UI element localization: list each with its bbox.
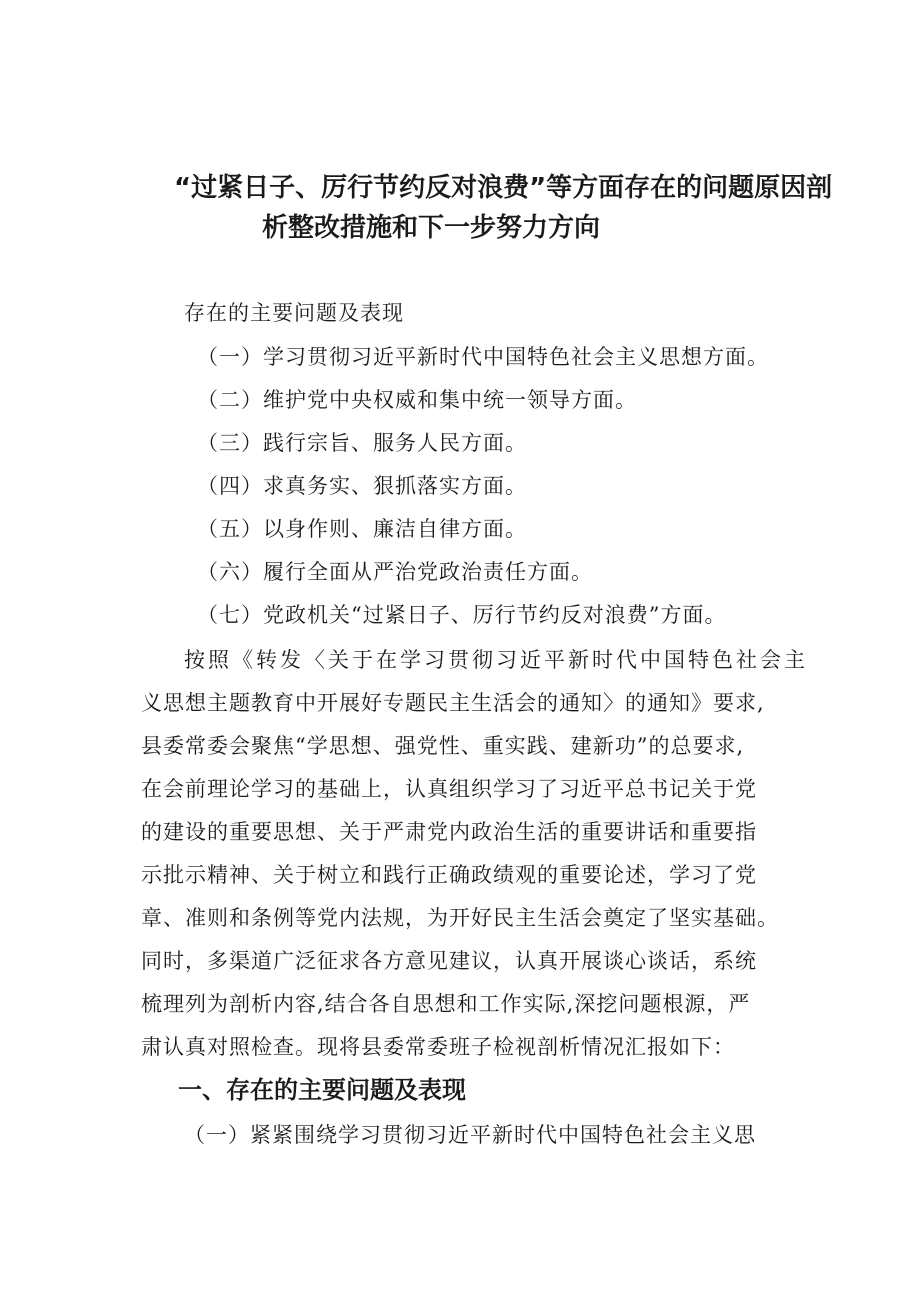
body-paragraph-line: 按照《转发〈关于在学习贯彻习近平新时代中国特色社会主: [184, 648, 808, 672]
toc-item: （三）践行宗旨、服务人民方面。: [197, 431, 527, 455]
document-title-line-1: “过紧日子、厉行节约反对浪费”等方面存在的问题原因剖: [174, 173, 833, 203]
section-heading-1: 一、存在的主要问题及表现: [178, 1076, 466, 1104]
body-paragraph-line: 在会前理论学习的基础上，认真组织学习了习近平总书记关于党: [141, 777, 757, 801]
toc-item: （七）党政机关“过紧日子、厉行节约反对浪费”方面。: [197, 603, 727, 627]
body-paragraph-line: 章、准则和条例等党内法规，为开好民主生活会奠定了坚实基础。: [141, 906, 779, 930]
toc-item: （二）维护党中央权威和集中统一领导方面。: [197, 388, 637, 412]
body-paragraph-line: 梳理列为剖析内容,结合各自思想和工作实际,深挖问题根源，严: [141, 992, 751, 1016]
toc-item: （五）以身作则、廉洁自律方面。: [197, 517, 527, 541]
body-paragraph-line: 县委常委会聚焦“学思想、强党性、重实践、建新功”的总要求,: [141, 734, 745, 758]
body-paragraph-line: 示批示精神、关于树立和践行正确政绩观的重要论述，学习了党: [141, 863, 757, 887]
document-title-line-2: 析整改措施和下一步努力方向: [262, 213, 601, 243]
toc-item: （六）履行全面从严治党政治责任方面。: [197, 560, 593, 584]
body-paragraph-line: 的建设的重要思想、关于严肃党内政治生活的重要讲话和重要指: [141, 820, 757, 844]
section-1-first-line: （一）紧紧围绕学习贯彻习近平新时代中国特色社会主义思: [184, 1123, 756, 1147]
body-paragraph-line: 同时，多渠道广泛征求各方意见建议，认真开展谈心谈话，系统: [141, 949, 757, 973]
body-paragraph-line: 义思想主题教育中开展好专题民主生活会的通知〉的通知》要求,: [141, 691, 765, 715]
body-paragraph-line: 肃认真对照检查。现将县委常委班子检视剖析情况汇报如下：: [141, 1035, 735, 1059]
toc-item: （四）求真务实、狠抓落实方面。: [197, 474, 527, 498]
toc-item: （一）学习贯彻习近平新时代中国特色社会主义思想方面。: [197, 345, 769, 369]
toc-heading: 存在的主要问题及表现: [184, 301, 404, 325]
